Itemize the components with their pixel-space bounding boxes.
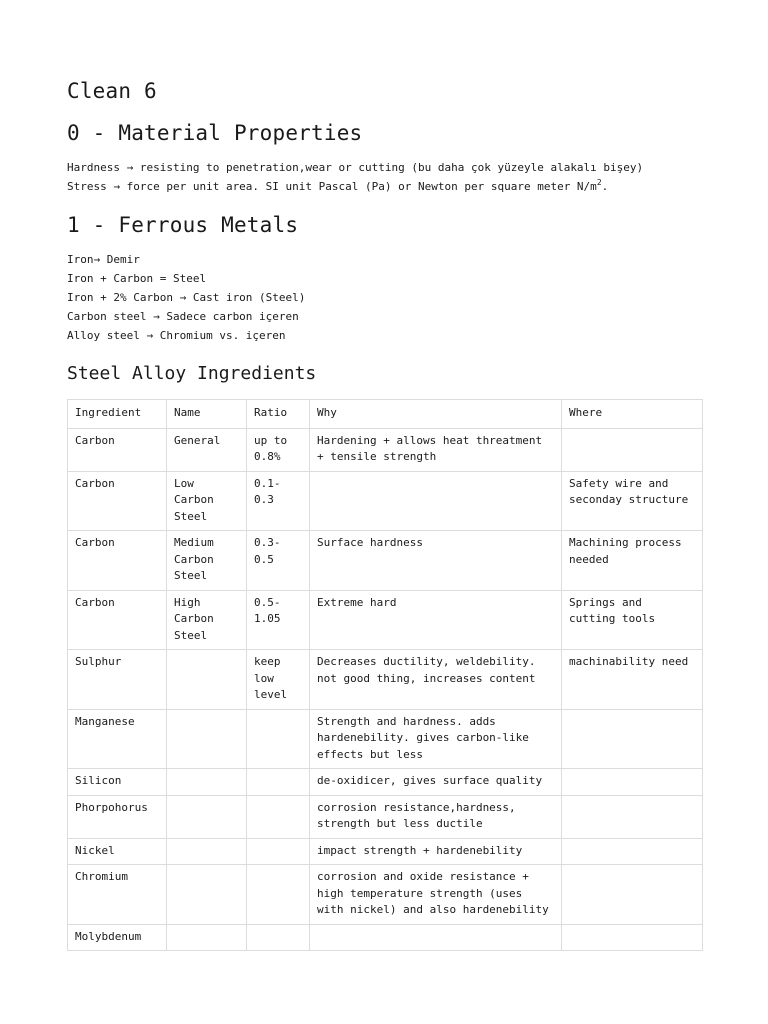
table-row bbox=[68, 838, 703, 865]
column-header-name: Name bbox=[167, 400, 247, 429]
cell-why: impact strength + hardenebility bbox=[310, 838, 562, 865]
cell-ingredient: Sulphur bbox=[68, 650, 167, 710]
column-header-why: Why bbox=[310, 400, 562, 429]
cell-where bbox=[562, 769, 703, 796]
material-properties-body bbox=[67, 158, 702, 196]
cell-where bbox=[562, 428, 703, 471]
cell-where: Safety wire and seconday structure bbox=[562, 471, 703, 531]
ferrous-metals-body bbox=[67, 250, 702, 345]
table-row bbox=[68, 795, 703, 838]
cell-ratio: up to 0.8% bbox=[247, 428, 310, 471]
cell-where bbox=[562, 924, 703, 951]
cell-ratio: 0.5- 1.05 bbox=[247, 590, 310, 650]
cell-ratio bbox=[247, 795, 310, 838]
section-heading-ferrous-metals: 1 - Ferrous Metals bbox=[67, 213, 299, 237]
cell-why bbox=[310, 924, 562, 951]
cell-ratio bbox=[247, 709, 310, 769]
table-row bbox=[68, 650, 703, 710]
cell-name: Low Carbon Steel bbox=[167, 471, 247, 531]
cell-where bbox=[562, 709, 703, 769]
cell-where: machinability need bbox=[562, 650, 703, 710]
column-header-where: Where bbox=[562, 400, 703, 429]
ferrous-line: Iron + 2% Carbon → Cast iron (Steel) bbox=[67, 291, 306, 304]
cell-ingredient: Phorpohorus bbox=[68, 795, 167, 838]
cell-name bbox=[167, 709, 247, 769]
table-row bbox=[68, 865, 703, 925]
cell-ingredient: Silicon bbox=[68, 769, 167, 796]
table-row bbox=[68, 924, 703, 951]
cell-ratio bbox=[247, 924, 310, 951]
table-row bbox=[68, 471, 703, 531]
table-row bbox=[68, 769, 703, 796]
cell-why: Surface hardness bbox=[310, 531, 562, 591]
cell-where: Machining process needed bbox=[562, 531, 703, 591]
cell-why: Strength and hardness. adds hardenebility. gives carbon-like effects but less bbox=[310, 709, 562, 769]
stress-definition bbox=[67, 177, 702, 196]
ferrous-line: Alloy steel → Chromium vs. içeren bbox=[67, 329, 286, 342]
cell-ingredient: Carbon bbox=[68, 428, 167, 471]
cell-ingredient: Carbon bbox=[68, 531, 167, 591]
hardness-definition: Hardness → resisting to penetration,wear or cutting (bu daha çok yüzeyle alakalı bişey) bbox=[67, 161, 644, 174]
document-title: Clean 6 bbox=[67, 79, 157, 103]
cell-why: corrosion resistance,hardness, strength but less ductile bbox=[310, 795, 562, 838]
cell-name: General bbox=[167, 428, 247, 471]
cell-name bbox=[167, 865, 247, 925]
cell-ingredient: Carbon bbox=[68, 590, 167, 650]
cell-why bbox=[310, 471, 562, 531]
stress-definition-text: Stress → force per unit area. SI unit Pascal (Pa) or Newton per square meter N/m bbox=[67, 180, 597, 193]
column-header-ratio: Ratio bbox=[247, 400, 310, 429]
table-header-row bbox=[68, 400, 703, 429]
cell-ratio bbox=[247, 865, 310, 925]
ferrous-line: Iron→ Demir bbox=[67, 253, 140, 266]
cell-name: High Carbon Steel bbox=[167, 590, 247, 650]
cell-name bbox=[167, 924, 247, 951]
cell-name bbox=[167, 838, 247, 865]
table-row bbox=[68, 531, 703, 591]
ferrous-line: Carbon steel → Sadece carbon içeren bbox=[67, 310, 299, 323]
cell-ingredient: Chromium bbox=[68, 865, 167, 925]
column-header-ingredient: Ingredient bbox=[68, 400, 167, 429]
cell-where bbox=[562, 865, 703, 925]
cell-ingredient: Nickel bbox=[68, 838, 167, 865]
cell-ratio: keep low level bbox=[247, 650, 310, 710]
cell-ratio bbox=[247, 769, 310, 796]
ferrous-line: Iron + Carbon = Steel bbox=[67, 272, 207, 285]
cell-why: corrosion and oxide resistance + high temperature strength (uses with nickel) and also hardenebility bbox=[310, 865, 562, 925]
cell-ratio bbox=[247, 838, 310, 865]
section-heading-material-properties: 0 - Material Properties bbox=[67, 121, 363, 145]
table-row bbox=[68, 590, 703, 650]
cell-why: de-oxidicer, gives surface quality bbox=[310, 769, 562, 796]
cell-name bbox=[167, 795, 247, 838]
cell-where bbox=[562, 795, 703, 838]
superscript-exponent: 2 bbox=[596, 178, 602, 187]
cell-name bbox=[167, 769, 247, 796]
cell-where bbox=[562, 838, 703, 865]
table-row bbox=[68, 709, 703, 769]
cell-ingredient: Molybdenum bbox=[68, 924, 167, 951]
cell-name bbox=[167, 650, 247, 710]
stress-definition-end: . bbox=[601, 180, 609, 193]
cell-where: Springs and cutting tools bbox=[562, 590, 703, 650]
cell-ratio: 0.1- 0.3 bbox=[247, 471, 310, 531]
subsection-heading-steel-alloy-ingredients: Steel Alloy Ingredients bbox=[67, 363, 317, 384]
cell-ingredient: Carbon bbox=[68, 471, 167, 531]
cell-ingredient: Manganese bbox=[68, 709, 167, 769]
cell-why: Extreme hard bbox=[310, 590, 562, 650]
steel-alloy-table bbox=[67, 399, 703, 951]
table-row bbox=[68, 428, 703, 471]
cell-name: Medium Carbon Steel bbox=[167, 531, 247, 591]
cell-why: Decreases ductility, weldebility. not good thing, increases content bbox=[310, 650, 562, 710]
cell-why: Hardening + allows heat threatment + tensile strength bbox=[310, 428, 562, 471]
cell-ratio: 0.3- 0.5 bbox=[247, 531, 310, 591]
